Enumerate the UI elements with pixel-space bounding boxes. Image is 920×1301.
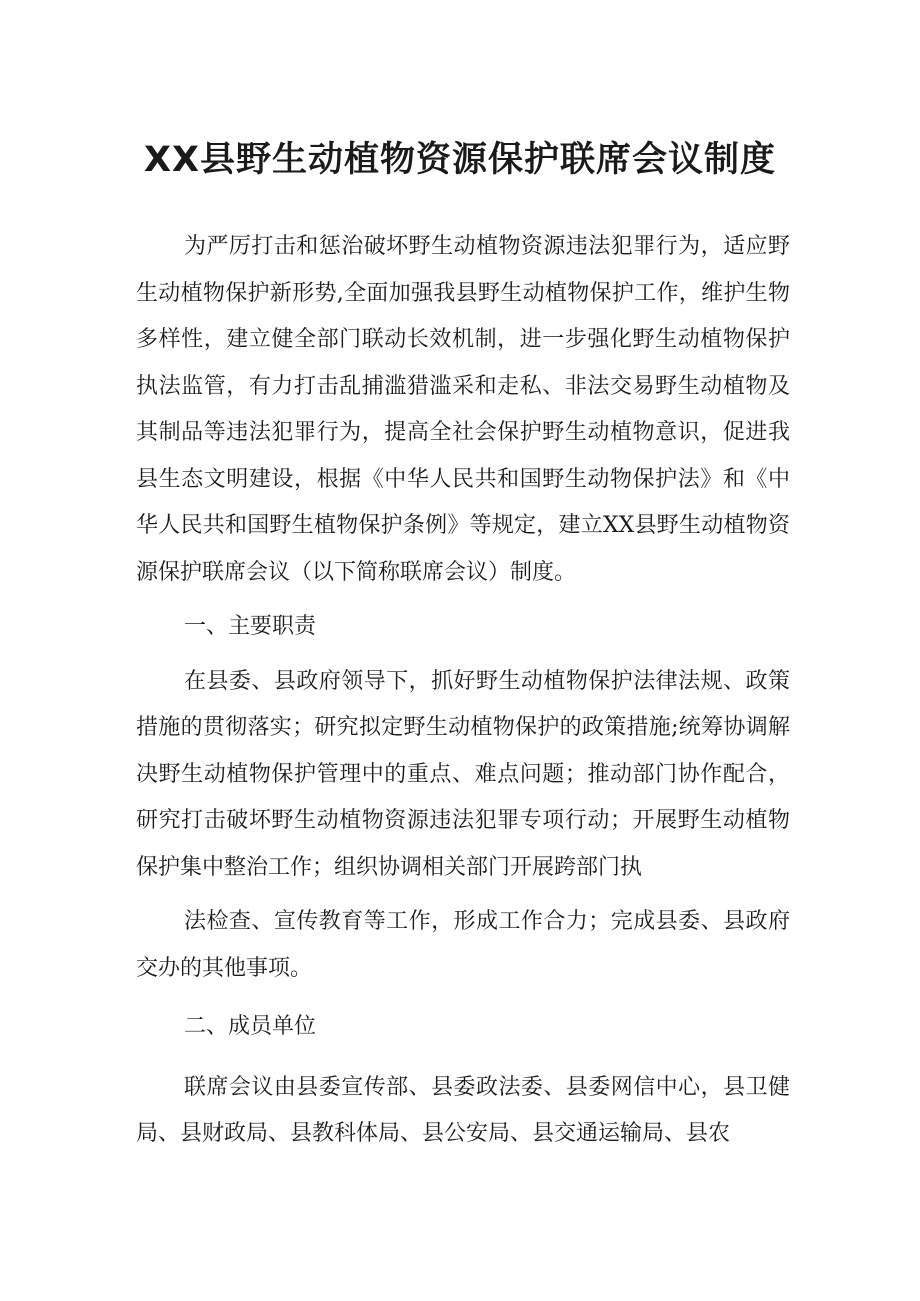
section-heading-duties: 一、主要职责 — [184, 614, 317, 639]
document-body — [136, 224, 790, 1158]
duties-paragraph: 在县委、县政府领导下，抓好野生动植物保护法律法规、政策措施的贯彻落实；研究拟定野生动植物保护的政策措施;统筹协调解决野生动植物保护管理中的重点、难点问题；推动部门协作配合，研究打击破坏野生动植物资源违法犯罪专项行动；开展野生动植物保护集中整治工作；组织协调相关部门开展跨部门执 — [136, 668, 790, 880]
intro-paragraph: 为严厉打击和惩治破坏野生动植物资源违法犯罪行为，适应野生动植物保护新形势,全面加强我县野生动植物保护工作，维护生物多样性，建立健全部门联动长效机制，进一步强化野生动植物保护执法监管，有力打击乱捕滥猎滥采和走私、非法交易野生动植物及其制品等违法犯罪行为，提高全社会保护野生动植物意识，促进我县生态文明建设，根据《中华人民共和国野生动物保护法》和《中华人民共和国野生植物保护条例》等规定，建立XX县野生动植物资源保护联席会议（以下简称联席会议）制度。 — [136, 234, 790, 585]
duties-paragraph-continued: 法检查、宣传教育等工作，形成工作合力；完成县委、县政府交办的其他事项。 — [136, 909, 790, 981]
members-paragraph: 联席会议由县委宣传部、县委政法委、县委网信中心，县卫健局、县财政局、县教科体局、县公安局、县交通运输局、县农 — [136, 1074, 790, 1146]
section-heading-members: 二、成员单位 — [184, 1014, 317, 1039]
document-title: XX县野生动植物资源保护联席会议制度 — [144, 140, 776, 180]
